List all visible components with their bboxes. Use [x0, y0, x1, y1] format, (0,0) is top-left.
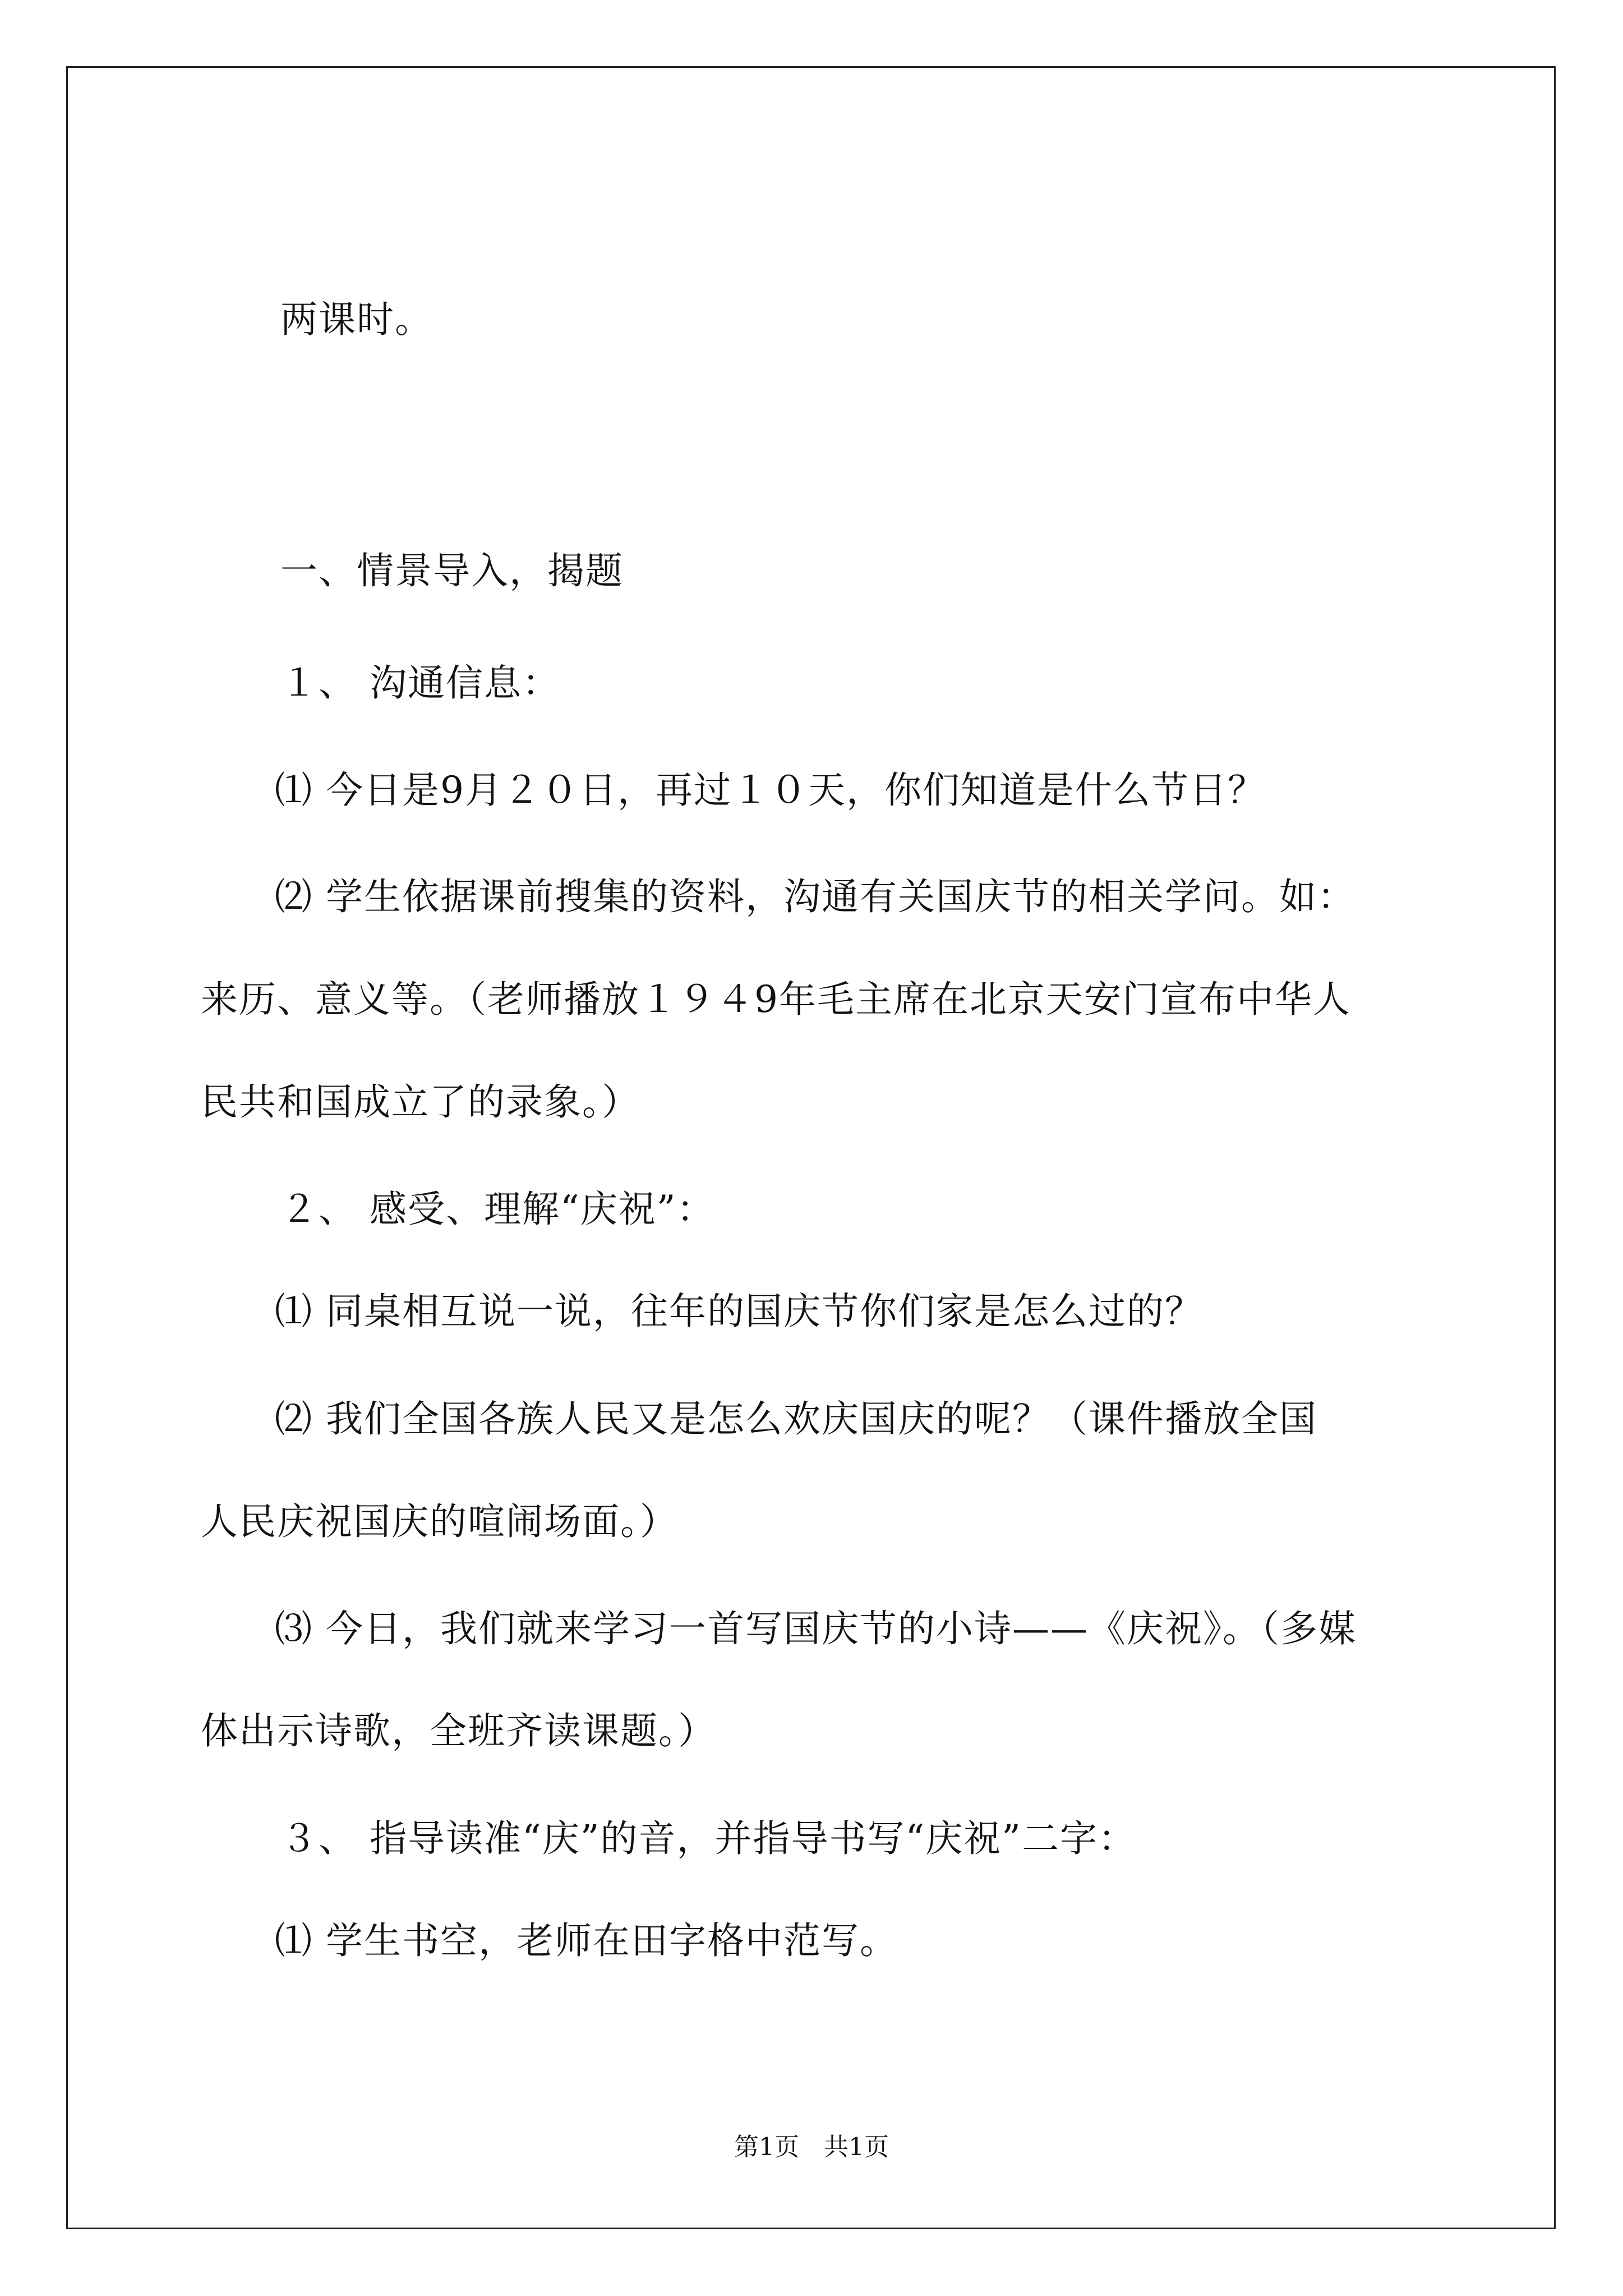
page-footer	[0, 2132, 1623, 2163]
step-heading-2: ２、 感受、理解“庆祝”：	[280, 1188, 715, 1231]
page-number: 第1页	[734, 2133, 799, 2161]
text-line-10: ⑵ 我们全国各族人民又是怎么欢庆国庆的呢？（课件播放全国	[275, 1397, 1317, 1441]
step-heading-1: １、 沟通信息：	[280, 661, 560, 705]
step-heading-3: ３、 指导读准“庆”的音，并指导书写“庆祝”二字：	[280, 1817, 1136, 1860]
text-line-11: 人民庆祝国庆的喧闹场面。）	[201, 1500, 678, 1543]
text-line-1: 两课时。	[280, 298, 433, 341]
page-total: 共1页	[824, 2133, 889, 2161]
text-line-6: 来历、意义等。（老师播放１９４9年毛主席在北京天安门宣布中华人	[201, 978, 1351, 1021]
text-line-15: ⑴ 学生书空，老师在田字格中范写。	[275, 1919, 898, 1962]
text-line-4: ⑴ 今日是9月２０日，再过１０天，你们知道是什么节日？	[275, 769, 1266, 812]
page-border	[66, 66, 1556, 2229]
text-line-9: ⑴ 同桌相互说一说，往年的国庆节你们家是怎么过的？	[275, 1290, 1203, 1333]
text-line-5: ⑵ 学生依据课前搜集的资料，沟通有关国庆节的相关学问。如：	[275, 875, 1355, 918]
section-heading-1: 一、情景导入，揭题	[280, 549, 624, 592]
text-line-7: 民共和国成立了的录象。）	[201, 1080, 640, 1124]
text-line-12: ⑶ 今日，我们就来学习一首写国庆节的小诗——《庆祝》。（多媒	[275, 1607, 1357, 1650]
text-line-13: 体出示诗歌，全班齐读课题。）	[201, 1709, 716, 1752]
